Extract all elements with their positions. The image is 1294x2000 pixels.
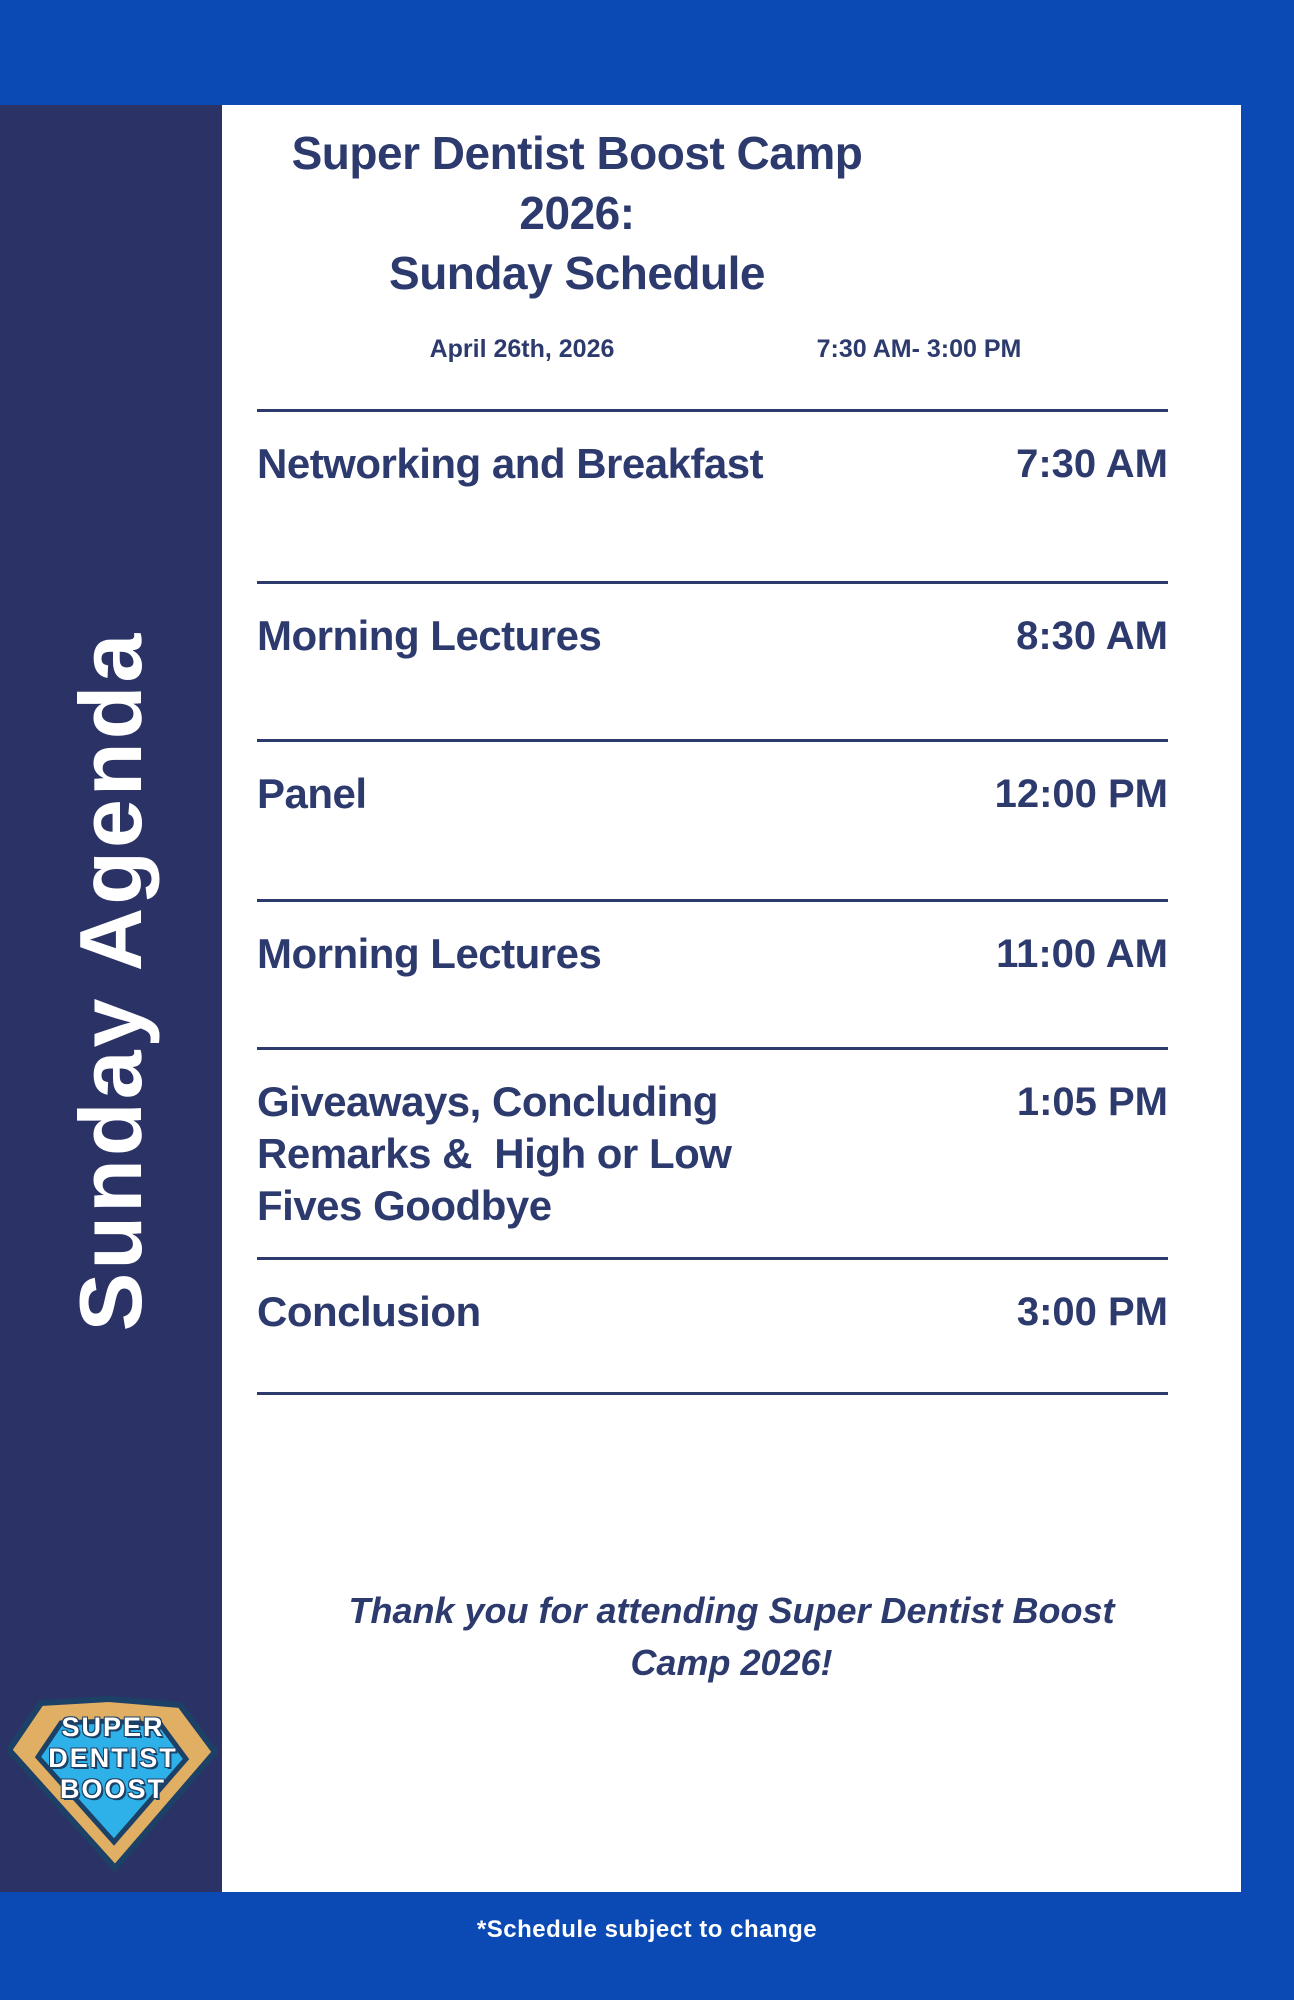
- schedule-row: [257, 581, 1168, 739]
- schedule-item-time: 1:05 PM: [1016, 1080, 1168, 1124]
- closing-message: Thank you for attending Super Dentist Boost Camp 2026!: [348, 1590, 1115, 1683]
- schedule-item-time: 11:00 AM: [996, 932, 1168, 976]
- schedule-divider: [257, 1392, 1168, 1395]
- logo-text-super: SUPER: [61, 1712, 165, 1742]
- schedule-disclaimer: *Schedule subject to change: [476, 1916, 818, 1943]
- logo-text-dentist: DENTIST: [48, 1743, 178, 1773]
- event-time-range: 7:30 AM- 3:00 PM: [816, 335, 1022, 363]
- schedule-table: [257, 409, 1168, 1395]
- logo-text-boost: BOOST: [59, 1774, 166, 1804]
- schedule-item-label: Morning Lectures: [257, 612, 602, 659]
- schedule-item-time: 7:30 AM: [1016, 442, 1168, 486]
- schedule-item-label: Giveaways, Concluding Remarks & High or Low Fives Goodbye: [257, 1078, 743, 1229]
- content-panel: [222, 105, 1241, 1892]
- schedule-item-label: Morning Lectures: [257, 930, 602, 977]
- schedule-item-time: 12:00 PM: [994, 772, 1168, 816]
- schedule-item-time: 3:00 PM: [1016, 1290, 1168, 1334]
- page-title-line-1: Super Dentist Boost Camp 2026:: [291, 127, 863, 239]
- page-title: [252, 123, 902, 303]
- schedule-row: [257, 899, 1168, 1047]
- super-dentist-boost-logo: [8, 1690, 218, 1885]
- schedule-item-time: 8:30 AM: [1016, 614, 1168, 658]
- schedule-item-label: Panel: [257, 770, 367, 817]
- schedule-item-label: Networking and Breakfast: [257, 440, 764, 487]
- schedule-row: [257, 1257, 1168, 1392]
- schedule-row: [257, 739, 1168, 899]
- event-date: April 26th, 2026: [429, 335, 615, 363]
- sidebar: [0, 105, 222, 1892]
- page-title-line-2: Sunday Schedule: [389, 247, 765, 299]
- schedule-row: [257, 409, 1168, 581]
- sidebar-vertical-title: Sunday Agenda: [61, 630, 160, 1331]
- schedule-item-label: Conclusion: [257, 1288, 481, 1335]
- schedule-row: [257, 1047, 1168, 1257]
